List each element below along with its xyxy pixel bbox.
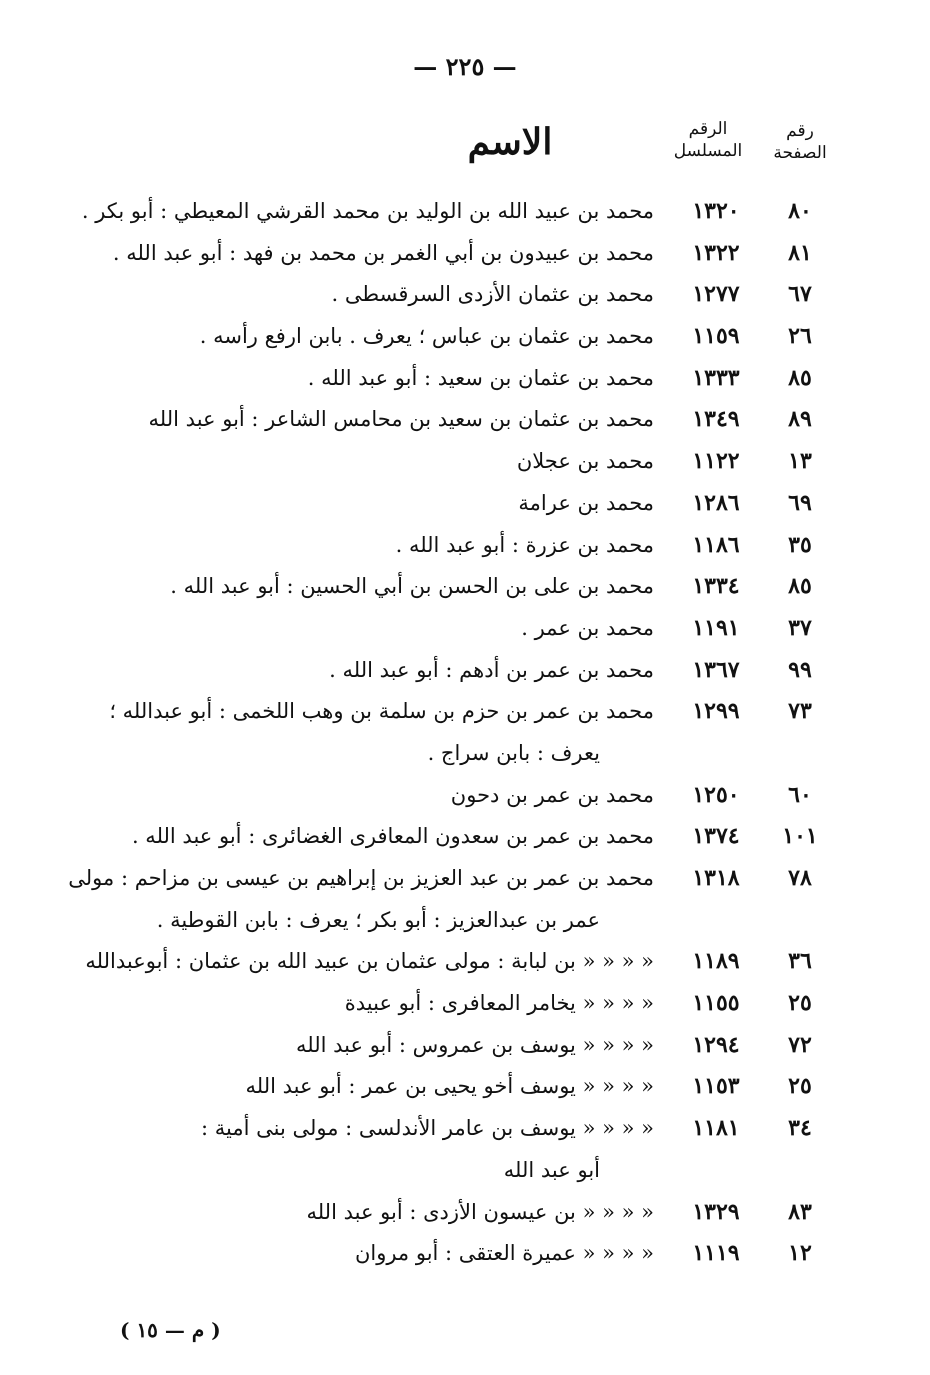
page-number-cell: ٨٥ (788, 573, 812, 600)
header-serial-line1: الرقم (688, 119, 728, 139)
page-number-cell: ٨٥ (788, 364, 812, 391)
table-row (0, 859, 930, 901)
name-cell: محمد بن عمر بن سعدون المعافرى الغضائرى : أبو عبد الله . (131, 824, 654, 849)
name-cell: « « « « عميرة العتقى : أبو مروان (354, 1241, 654, 1266)
page-number-cell: ٨٩ (788, 406, 812, 433)
serial-number-cell: ١١٨١ (692, 1115, 740, 1142)
name-cell: محمد بن عمر بن عبد العزيز بن إبراهيم بن عيسى بن مزاحم : مولى (68, 866, 654, 890)
page-number-cell: ٧٨ (788, 865, 812, 891)
name-cell: محمد بن عثمان بن سعيد بن محامس الشاعر : أبو عبد الله (148, 407, 654, 432)
serial-number-cell: ١٣٣٣ (692, 364, 740, 391)
serial-number-cell: ١١٥٩ (692, 323, 740, 350)
page-number-cell: ٣٤ (788, 1115, 812, 1142)
name-cell: محمد بن عثمان الأزدى السرقسطى . (331, 282, 654, 307)
header-page-column (760, 120, 840, 164)
page-number-cell: ٧٢ (788, 1031, 812, 1058)
name-cell: محمد بن عرامة (518, 490, 654, 515)
table-row (0, 1193, 930, 1235)
table-row (0, 359, 930, 401)
table-row (0, 1067, 930, 1109)
page-number-cell: ١٠١ (782, 823, 818, 850)
name-cell: « « « « بن لبابة : مولى عثمان بن عبيد الله بن عثمان : أبوعبدالله (85, 949, 654, 974)
page-number-cell: ٨٣ (788, 1198, 812, 1225)
serial-number-cell: ١١١٩ (692, 1240, 740, 1267)
table-row (0, 942, 930, 984)
serial-number-cell: ١٣٢٠ (692, 198, 740, 224)
page-number-cell: ٨١ (788, 239, 812, 266)
page-number-cell: ٩٩ (788, 656, 812, 683)
serial-number-cell: ١١٥٥ (692, 990, 740, 1017)
page-number-cell: ٨٠ (788, 198, 812, 224)
name-cell: محمد بن عمر بن أدهم : أبو عبد الله . (329, 657, 654, 682)
page-number-cell: ٦٧ (788, 281, 812, 308)
table-row-continuation (0, 901, 930, 943)
table-row (0, 651, 930, 693)
name-continuation-cell: أبو عبد الله (503, 1157, 600, 1182)
table-row (0, 192, 930, 234)
header-page-line2: الصفحة (773, 143, 827, 163)
name-cell: محمد بن عبيدون بن أبي الغمر بن محمد بن فهد : أبو عبد الله . (112, 240, 654, 265)
serial-number-cell: ١٣٣٤ (692, 573, 740, 600)
page-number-cell: ١٣ (788, 448, 812, 475)
signature-mark: ( م — ١٥ ) (120, 1318, 221, 1342)
name-cell: « « « « بن عيسون الأزدى : أبو عبد الله (306, 1199, 654, 1224)
name-cell: محمد بن عثمان بن عباس ؛ يعرف . بابن ارفع رأسه . (199, 324, 654, 349)
name-cell: « « « « يوسف بن عامر الأندلسى : مولى بنى أمية : (201, 1116, 654, 1141)
name-cell: « « « « يخامر المعافرى : أبو عبيدة (344, 991, 654, 1016)
serial-number-cell: ١٢٩٩ (692, 698, 740, 725)
serial-number-cell: ١٣٢٩ (692, 1198, 740, 1225)
table-row (0, 609, 930, 651)
serial-number-cell: ١٣٤٩ (692, 406, 740, 433)
serial-number-cell: ١٢٨٦ (692, 489, 740, 516)
header-serial-line2: المسلسل (673, 141, 743, 161)
serial-number-cell: ١١٨٦ (692, 531, 740, 558)
page-number-cell: ١٢ (788, 1240, 812, 1267)
name-cell: محمد بن عزرة : أبو عبد الله . (395, 532, 654, 557)
serial-number-cell: ١٣١٨ (692, 865, 740, 891)
serial-number-cell: ١١٥٣ (692, 1073, 740, 1100)
page-number-cell: ٣٧ (788, 614, 812, 641)
table-row (0, 484, 930, 526)
page-number-cell: ٣٦ (788, 948, 812, 975)
table-row (0, 692, 930, 734)
serial-number-cell: ١١٨٩ (692, 948, 740, 975)
table-row (0, 400, 930, 442)
header-serial-column (668, 118, 748, 162)
table-row (0, 1026, 930, 1068)
name-cell: « « « « يوسف بن عمروس : أبو عبد الله (296, 1032, 654, 1057)
table-row (0, 567, 930, 609)
name-cell: محمد بن عبيد الله بن الوليد بن محمد القرشي المعيطي : أبو بكر . (81, 199, 654, 223)
page-number-cell: ٦٠ (788, 781, 812, 808)
table-row (0, 234, 930, 276)
name-cell: محمد بن عمر بن حزم بن سلمة بن وهب اللخمى : أبو عبدالله ؛ (109, 699, 654, 724)
name-cell: محمد بن عجلان (516, 449, 654, 474)
table-row (0, 317, 930, 359)
name-cell: محمد بن عثمان بن سعيد : أبو عبد الله . (307, 365, 654, 390)
name-continuation-cell: يعرف : بابن سراج . (427, 740, 600, 765)
table-row (0, 817, 930, 859)
header-name-column: الاسم (467, 121, 553, 163)
name-continuation-cell: عمر بن عبدالعزيز : أبو بكر ؛ يعرف : بابن القوطية . (156, 907, 600, 932)
table-row (0, 275, 930, 317)
page-number: — ٢٢٥ — (413, 52, 517, 81)
table-row-continuation (0, 734, 930, 776)
serial-number-cell: ١٣٧٤ (692, 823, 740, 850)
index-table (0, 192, 930, 1276)
name-cell: محمد بن على بن الحسن بن أبي الحسين : أبو عبد الله . (170, 574, 654, 599)
serial-number-cell: ١١٢٢ (692, 448, 740, 475)
name-cell: محمد بن عمر . (521, 615, 654, 640)
name-cell: محمد بن عمر بن دحون (450, 782, 654, 807)
page-number-cell: ٢٥ (788, 990, 812, 1017)
serial-number-cell: ١٣٦٧ (692, 656, 740, 683)
serial-number-cell: ١١٩١ (692, 614, 740, 641)
page-number-cell: ٣٥ (788, 531, 812, 558)
table-row (0, 984, 930, 1026)
table-row (0, 776, 930, 818)
page-number-cell: ٦٩ (788, 489, 812, 516)
table-row (0, 442, 930, 484)
name-cell: « « « « يوسف أخو يحيى بن عمر : أبو عبد الله (245, 1074, 654, 1099)
table-row (0, 1234, 930, 1276)
page-number-cell: ٢٥ (788, 1073, 812, 1100)
serial-number-cell: ١٢٩٤ (692, 1031, 740, 1058)
page-number-cell: ٢٦ (788, 323, 812, 350)
page-number-cell: ٧٣ (788, 698, 812, 725)
serial-number-cell: ١٣٢٢ (692, 239, 740, 266)
header-page-line1: رقم (786, 121, 814, 141)
table-row-continuation (0, 1151, 930, 1193)
table-row (0, 526, 930, 568)
table-row (0, 1109, 930, 1151)
serial-number-cell: ١٢٧٧ (692, 281, 740, 308)
serial-number-cell: ١٢٥٠ (692, 781, 740, 808)
